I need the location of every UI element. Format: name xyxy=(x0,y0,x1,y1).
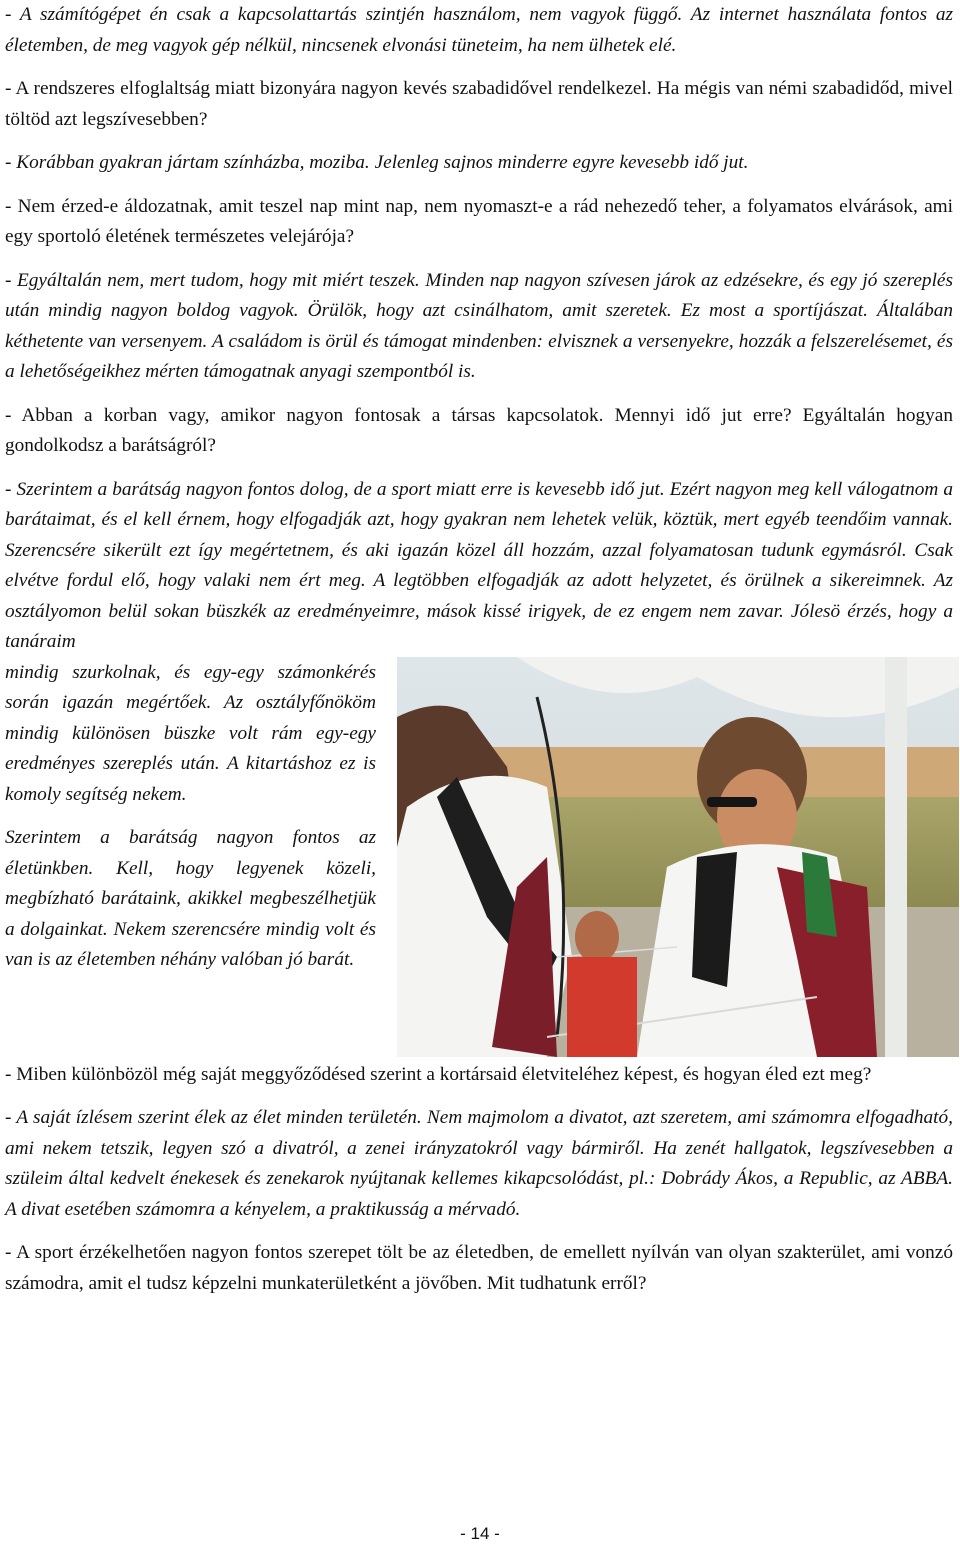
answer-paragraph: - A saját ízlésem szerint élek az élet minden területén. Nem majmolom a divatot, azt szeretem, ami számomra elfogadható, ami nekem tetszik, legyen szó a divatról, a zenei irányzatokról vagy bármiről. Ha zenét hallgatok, legszívesebben a szüleim által kedvelt énekesek és zenekarok nyújtanak kellemes kikapcsolódást, pl.: Dobrády Ákos, a Republic, az ABBA. A divat esetében számomra a kényelem, a praktikusság a mérvadó. xyxy=(5,1107,953,1220)
answer-paragraph: - Szerintem a barátság nagyon fontos dolog, de a sport miatt erre is kevesebb idő jut. Ezért nagyon meg kell válogatnom a barátaimat, és el kell érnem, hogy elfogadják azt, hogy gyakran nem lehetek velük, köztük, mert egyéb teendőim vannak. Szerencsére sikerült ezt így megértetnem, és aki igazán közel áll hozzám, azzal folyamatosan tudunk egymásról. Csak elvétve fordul elő, hogy valaki nem ért meg. A legtöbben elfogadják az adott helyzetet, és örülnek a sikereimnek. Az osztályomon belül sokan büszkék az eredményeimre, mások kissé irigyek, de ez engem nem zavar. Jólesö érzés, hogy a tanáraim xyxy=(5,478,953,652)
wrapped-text-column xyxy=(5,658,376,976)
answer-paragraph: - A számítógépet én csak a kapcsolattartás szintjén használom, nem vagyok függő. Az internet használata fontos az életemben, de meg vagyok gép nélkül, nincsenek elvonási tüneteim, ha nem ülhetek elé. xyxy=(5,4,953,56)
document-page xyxy=(5,0,953,1299)
page-number: - 14 - xyxy=(460,1524,500,1543)
answer-paragraph: - Korábban gyakran jártam színházba, moziba. Jelenleg sajnos minderre egyre kevesebb idő jut. xyxy=(5,152,749,173)
text-photo-block xyxy=(5,658,953,1060)
archers-photo xyxy=(397,657,959,1057)
answer-paragraph: mindig szurkolnak, és egy-egy számonkérés során igazán megértőek. Az osztályfőnököm mindig különösen büszke volt rám egy-egy eredményes szereplés után. A kitartáshoz ez is komoly segítség nekem. xyxy=(5,661,376,805)
question-paragraph: - Miben különbözöl még saját meggyőződésed szerint a kortársaid életviteléhez képest, és hogyan éled ezt meg? xyxy=(5,1063,872,1085)
question-paragraph: - A sport érzékelhetően nagyon fontos szerepet tölt be az életedben, de emellett nyílván van olyan szakterület, ami vonzó számodra, amit el tudsz képzelni munkaterületként a jövőben. Mit tudhatunk erről? xyxy=(5,1242,953,1294)
answer-paragraph: Szerintem a barátság nagyon fontos az életünkben. Kell, hogy legyenek közeli, megbízható barátaink, akikkel megbeszélhetjük a dolgainkat. Nekem szerencsére mindig volt és van is az életemben néhány valóban jó barát. xyxy=(5,827,376,970)
answer-paragraph: - Egyáltalán nem, mert tudom, hogy mit miért teszek. Minden nap nagyon szívesen járok az edzésekre, és egy jó szereplés után mindig nagyon boldog vagyok. Örülök, hogy azt csinálhatom, amit szeretek. Ez most a sportíjászat. Általában kéthetente van versenyem. A családom is örül és támogat mindenben: elvisznek a versenyekre, hozzák a felszerelésemet, és a lehetőségeikhez mérten támogatnak anyagi szempontból is. xyxy=(5,269,953,382)
question-paragraph: - Abban a korban vagy, amikor nagyon fontosak a társas kapcsolatok. Mennyi idő jut erre? Egyáltalán hogyan gondolkodsz a barátságról? xyxy=(5,404,953,456)
question-paragraph: - Nem érzed-e áldozatnak, amit teszel nap mint nap, nem nyomaszt-e a rád nehezedő teher, a folyamatos elvárások, ami egy sportoló életének természetes velejárója? xyxy=(5,195,953,247)
question-paragraph: - A rendszeres elfoglaltság miatt bizonyára nagyon kevés szabadidővel rendelkezel. Ha mégis van némi szabadidőd, mivel töltöd azt legszívesebben? xyxy=(5,78,953,130)
